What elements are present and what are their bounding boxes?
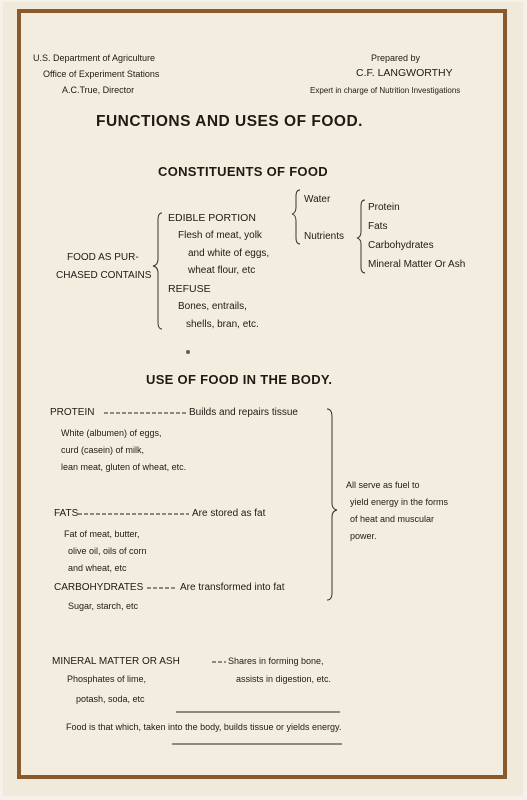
protein-function: Builds and repairs tissue <box>189 407 298 418</box>
fats-example-1: Fat of meat, butter, <box>64 529 140 539</box>
header-left-line-2: Office of Experiment Stations <box>43 69 160 79</box>
mineral-example-2: potash, soda, etc <box>76 694 145 704</box>
refuse-label: REFUSE <box>168 283 211 295</box>
carbohydrates-function: Are transformed into fat <box>180 582 285 593</box>
edible-item-2: and white of eggs, <box>188 248 270 259</box>
mineral-example-1: Phosphates of lime, <box>67 674 147 684</box>
header-right-line-3: Expert in charge of Nutrition Investigations <box>310 86 461 95</box>
fuel-note-line-3: of heat and muscular <box>350 514 435 524</box>
carbohydrates-label: CARBOHYDRATES <box>54 582 144 593</box>
food-definition: Food is that which, taken into the body, builds tissue or yields energy. <box>66 722 342 732</box>
nutrient-carbohydrates: Carbohydrates <box>368 240 434 251</box>
refuse-item-1: Bones, entrails, <box>178 301 247 312</box>
edible-portion-label: EDIBLE PORTION <box>168 212 256 224</box>
header-left-line-1: U.S. Department of Agriculture <box>33 53 156 63</box>
nutrient-mineral: Mineral Matter Or Ash <box>368 259 466 270</box>
use-heading: USE OF FOOD IN THE BODY. <box>146 372 333 387</box>
fats-example-3: and wheat, etc <box>68 563 127 573</box>
protein-example-3: lean meat, gluten of wheat, etc. <box>61 462 187 472</box>
protein-label: PROTEIN <box>50 407 95 418</box>
fuel-note-line-1: All serve as fuel to <box>346 480 420 490</box>
brace-food <box>153 213 162 329</box>
brace-nutrients <box>357 200 365 273</box>
fuel-note-line-4: power. <box>350 531 377 541</box>
food-label-line-1: FOOD AS PUR- <box>67 252 139 263</box>
nutrient-protein: Protein <box>368 202 400 213</box>
carbohydrates-example-1: Sugar, starch, etc <box>68 601 139 611</box>
mineral-label: MINERAL MATTER OR ASH <box>52 656 180 667</box>
water-label: Water <box>304 194 331 205</box>
dot-marker <box>186 350 190 354</box>
brace-edible <box>292 190 300 244</box>
food-label-line-2: CHASED CONTAINS <box>56 270 152 281</box>
brace-fuel <box>327 409 337 600</box>
edible-item-3: wheat flour, etc <box>188 265 256 276</box>
fats-label: FATS <box>54 508 79 519</box>
protein-example-2: curd (casein) of milk, <box>61 445 145 455</box>
nutrient-fats: Fats <box>368 221 388 232</box>
nutrients-label: Nutrients <box>304 231 345 242</box>
edible-item-1: Flesh of meat, yolk <box>178 230 262 241</box>
fats-example-2: olive oil, oils of corn <box>68 546 147 556</box>
fuel-note-line-2: yield energy in the forms <box>350 497 449 507</box>
header-left-line-3: A.C.True, Director <box>62 85 135 95</box>
header-right-line-2: C.F. LANGWORTHY <box>356 67 453 79</box>
mineral-function-2: assists in digestion, etc. <box>236 674 332 684</box>
protein-example-1: White (albumen) of eggs, <box>61 428 162 438</box>
fats-function: Are stored as fat <box>192 508 266 519</box>
constituents-heading: CONSTITUENTS OF FOOD <box>158 164 328 179</box>
refuse-item-2: shells, bran, etc. <box>186 319 259 330</box>
mineral-function: Shares in forming bone, <box>228 656 324 666</box>
page-title: FUNCTIONS AND USES OF FOOD. <box>96 113 363 130</box>
header-right-line-1: Prepared by <box>371 53 421 63</box>
